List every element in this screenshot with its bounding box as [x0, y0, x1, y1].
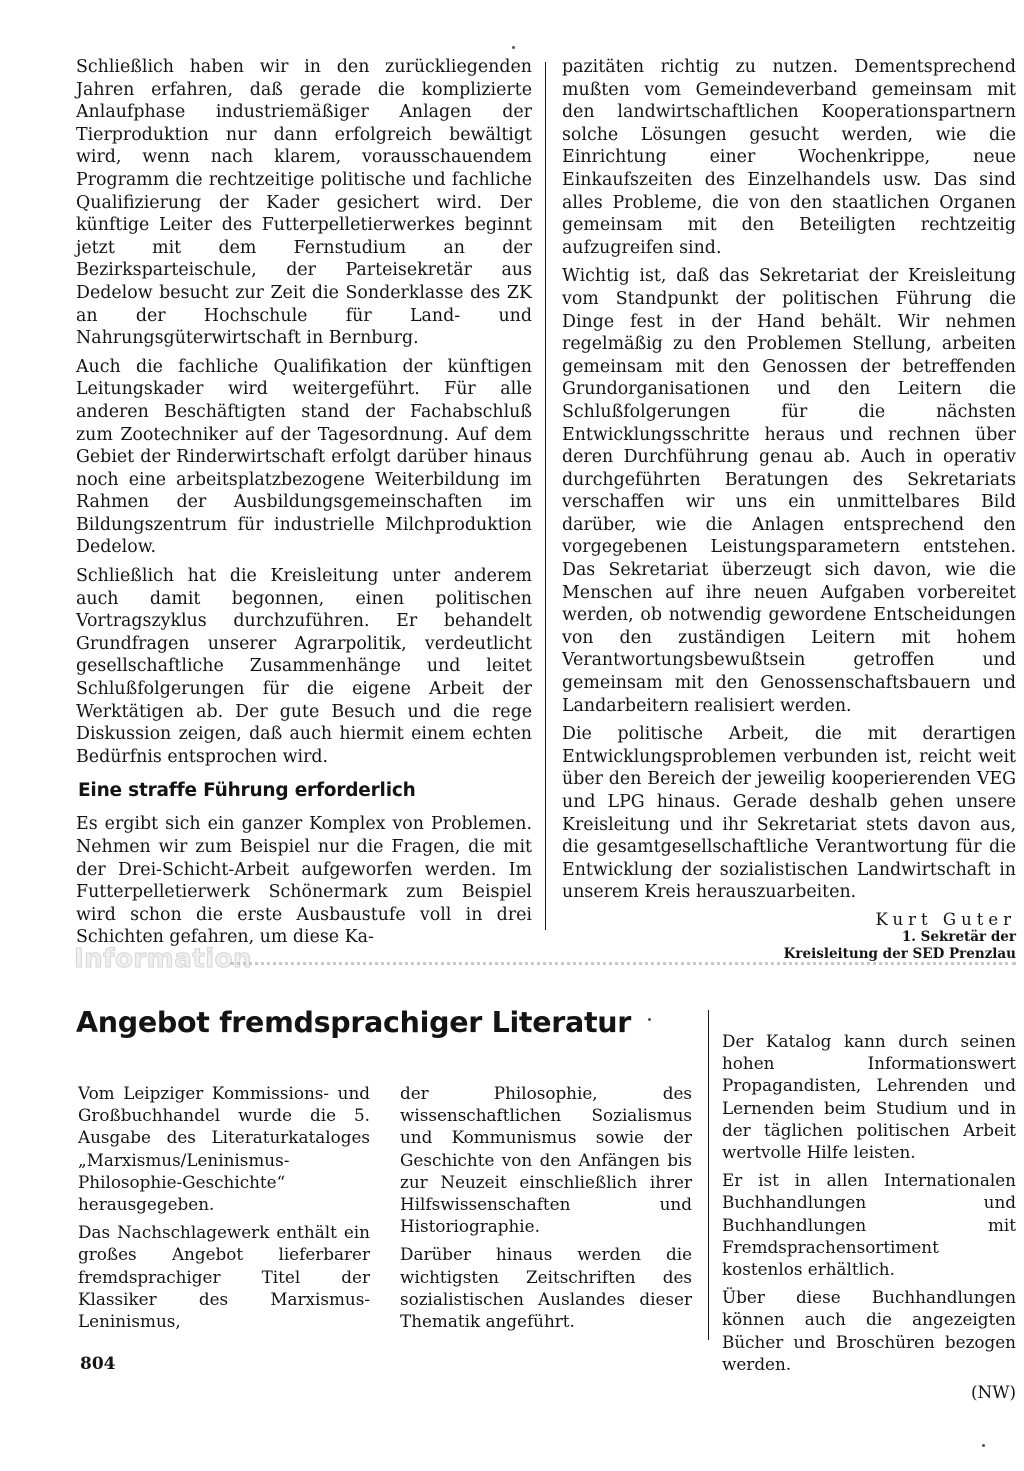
- top-right-column: [562, 56, 1016, 963]
- scan-speck: [982, 1444, 985, 1447]
- body-paragraph: Schließlich haben wir in den zurückliegenden Jahren erfahren, daß gerade die komplizierte Anlaufphase industriemäßiger Anlagen der Tierproduktion nur dann erfolgreich bewältigt wird, wenn nach klarem, vorausschauendem Programm die rechtzeitige politische und fachliche Qualifizierung der Kader gesichert wird. Der künftige Leiter des Futterpelletierwerkes beginnt jetzt mit dem Fernstudium an der Bezirksparteischule, der Parteisekretär aus Dedelow besucht zur Zeit die Sonderklasse des ZK an der Hochschule für Land- und Nahrungsgüterwirtschaft in Bernburg.: [76, 57, 532, 349]
- body-paragraph: pazitäten richtig zu nutzen. Dementsprechend mußten vom Gemeindeverband gemeinsam mit den landwirtschaftlichen Kooperationspartnern solche Lösungen gesucht werden, wie die Einrichtung einer Wochenkrippe, neue Einkaufszeiten des Einzelhandels usw. Das sind alles Probleme, die von den staatlichen Organen gemeinsam mit den Beteiligten rechtzeitig aufzugreifen sind.: [562, 57, 1016, 258]
- scan-speck: [512, 46, 515, 49]
- body-paragraph: Es ergibt sich ein ganzer Komplex von Problemen. Nehmen wir zum Beispiel nur die Fragen, die mit der Drei-Schicht-Arbeit aufgeworfen werden. Im Futterpelletierwerk Schönermark zum Beispiel wird schon die erste Ausbaustufe voll in drei Schichten gefahren, um diese Ka-: [76, 814, 532, 948]
- dotted-rule: [230, 962, 1016, 965]
- page-number: 804: [80, 1354, 116, 1374]
- article-column-2: [400, 1082, 692, 1338]
- article-credit: (NW): [970, 1382, 1016, 1403]
- body-paragraph: Über diese Buchhandlungen können auch die angezeigten Bücher und Broschüren bezogen werden.: [722, 1287, 1016, 1374]
- section-label: Information: [74, 944, 253, 974]
- body-paragraph: Die politische Arbeit, die mit derartigen Entwicklungsproblemen verbunden ist, reicht weit über den Bereich der jeweilig kooperierenden VEG und LPG hinaus. Gerade deshalb gehen unsere Kreisleitung und ihr Sekretariat stets davon aus, die gesamtgesellschaftliche Verantwortung für die Entwicklung der sozialistischen Landwirtschaft in unserem Kreis herauszuarbeiten.: [562, 724, 1016, 903]
- body-paragraph: Schließlich hat die Kreisleitung unter anderem auch damit begonnen, einen politischen Vortragszyklus durchzuführen. Er behandelt Grundfragen unserer Agrarpolitik, verdeutlicht gesellschaftliche Zusammenhänge und leitet Schlußfolgerungen für die eigene Arbeit der Werktätigen ab. Der gute Besuch und die rege Diskussion zeigen, daß auch hiermit einem echten Bedürfnis entsprochen wird.: [76, 566, 532, 767]
- author-title: 1. Sekretär der: [901, 928, 1016, 945]
- top-left-column: [76, 56, 532, 955]
- body-paragraph: Vom Leipziger Kommissions- und Großbuchhandel wurde die 5. Ausgabe des Literaturkataloges „Marxismus/Leninismus-Philosophie-Geschichte“ herausgegeben.: [78, 1083, 370, 1215]
- column-divider: [545, 62, 546, 930]
- article-title: Angebot fremdsprachiger Literatur: [76, 1006, 632, 1039]
- body-paragraph: Auch die fachliche Qualifikation der künftigen Leitungskader wird weitergeführt. Für alle anderen Beschäftigten stand der Fachabschluß zum Zootechniker auf der Tagesordnung. Auf dem Gebiet der Rinderwirtschaft erfolgt darüber hinaus noch eine arbeitsplatzbezogene Weiterbildung im Rahmen der Ausbildungsgemeinschaften im Bildungszentrum für industrielle Milchproduktion Dedelow.: [76, 356, 532, 558]
- author-organization: Kreisleitung der SED Prenzlau: [783, 945, 1016, 962]
- author-name: Kurt Guter: [875, 909, 1016, 929]
- article-column-3: [722, 1030, 1016, 1403]
- column-divider: [708, 1010, 709, 1340]
- body-paragraph: Darüber hinaus werden die wichtigsten Zeitschriften des sozialistischen Auslandes dieser Thematik angeführt.: [400, 1244, 692, 1332]
- section-subheading: Eine straffe Führung erforderlich: [78, 780, 416, 802]
- body-paragraph: der Philosophie, des wissenschaftlichen Sozialismus und Kommunismus sowie der Geschichte von den Anfängen bis zur Neuzeit einschließlich ihrer Hilfswissenschaften und Historiographie.: [400, 1083, 692, 1237]
- body-paragraph: Das Nachschlagewerk enthält ein großes Angebot lieferbarer fremdsprachiger Titel der Klassiker des Marxismus-Leninismus,: [78, 1222, 370, 1332]
- body-paragraph: Wichtig ist, daß das Sekretariat der Kreisleitung vom Standpunkt der politischen Führung die Dinge fest in der Hand behält. Wir nehmen regelmäßig zu den Problemen Stellung, arbeiten gemeinsam mit den Genossen der betreffenden Grundorganisationen und den Leitern die Schlußfolgerungen für die nächsten Entwicklungsschritte heraus und rechnen über deren Durchführung genau ab. Auch in operativ durchgeführten Beratungen des Sekretariats verschaffen wir uns ein unmittelbares Bild darüber, wie die Anlagen entsprechend den vorgegebenen Leistungsparametern entstehen. Das Sekretariat überzeugt sich davon, wie die Menschen auf ihre neuen Aufgaben vorbereitet werden, ob notwendig gewordene Entscheidungen von den zuständigen Leitern mit hohem Verantwortungsbewußtsein getroffen und gemeinsam mit den Genossenschaftsbauern und Landarbeitern realisiert werden.: [562, 266, 1016, 716]
- body-paragraph: Er ist in allen Internationalen Buchhandlungen und Buchhandlungen mit Fremdsprachensortiment kostenlos erhältlich.: [722, 1170, 1016, 1280]
- scan-speck: [648, 1018, 651, 1021]
- body-paragraph: Der Katalog kann durch seinen hohen Informationswert Propagandisten, Lehrenden und Lernenden beim Studium und in der täglichen politischen Arbeit wertvolle Hilfe leisten.: [722, 1031, 1016, 1163]
- section-band: [72, 944, 1016, 978]
- article-column-1: [78, 1082, 370, 1338]
